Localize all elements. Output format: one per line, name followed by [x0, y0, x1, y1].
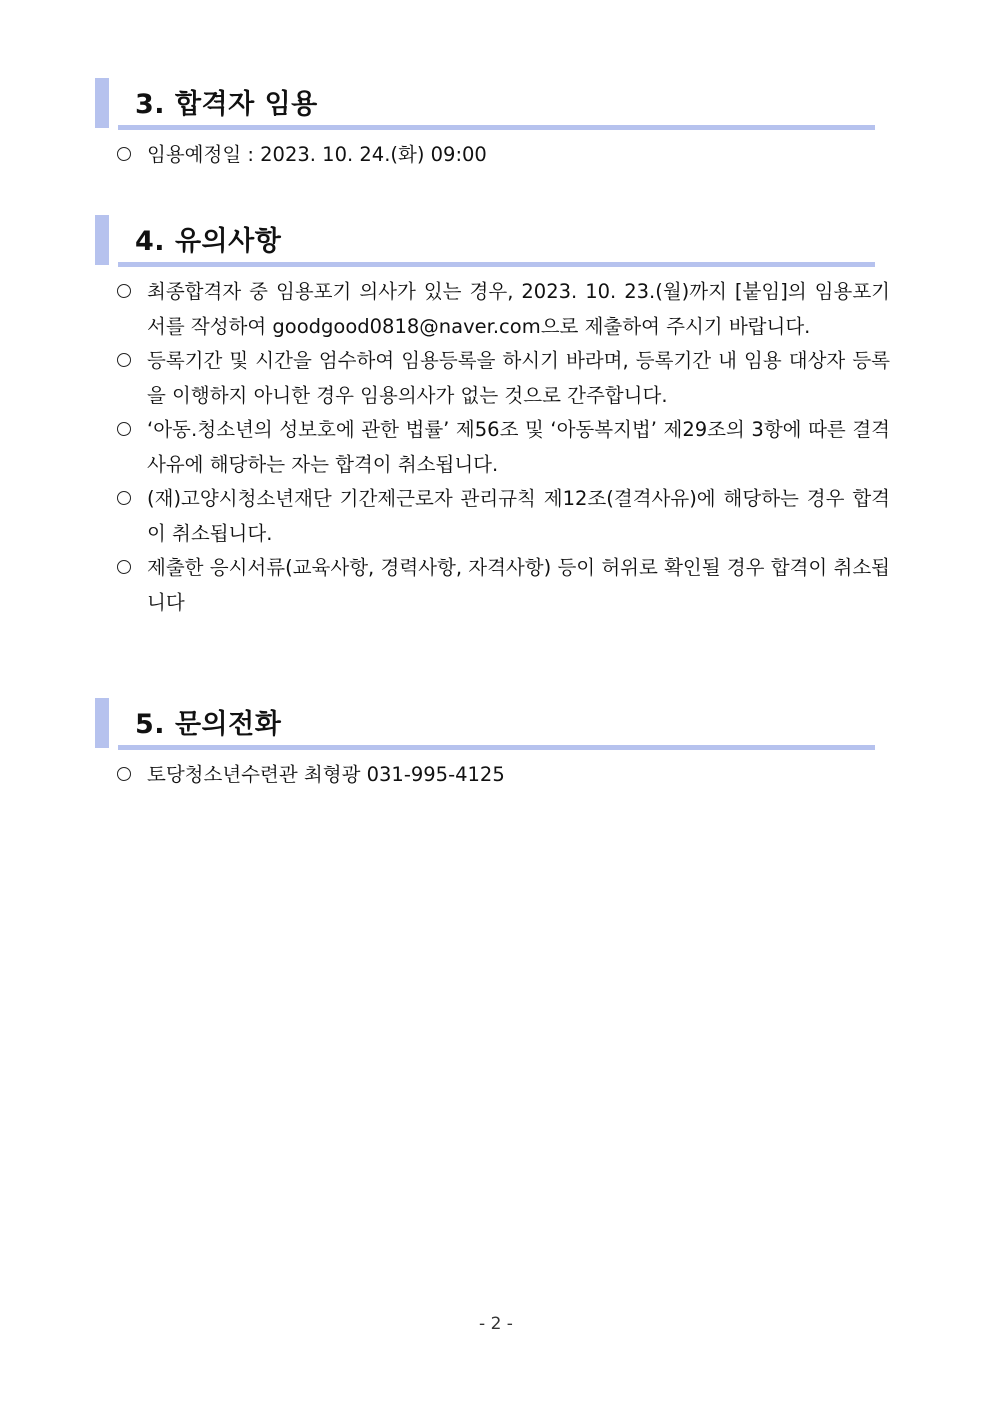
section-contact	[95, 698, 875, 793]
section-underline	[118, 745, 875, 750]
section-underline	[118, 125, 875, 130]
list-item	[95, 551, 890, 620]
item-list	[95, 138, 875, 173]
item-text: 등록기간 및 시간을 엄수하여 임용등록을 하시기 바라며, 등록기간 내 임용 대상자 등록을 이행하지 아니한 경우 임용의사가 없는 것으로 간주합니다.	[147, 349, 890, 407]
section-title: 5. 문의전화	[135, 709, 282, 740]
item-text: ‘아동․청소년의 성보호에 관한 법률’ 제56조 및 ‘아동복지법’ 제29조의 3항에 따른 결격사유에 해당하는 자는 합격이 취소됩니다.	[147, 418, 890, 476]
list-item	[95, 482, 890, 551]
item-text: 최종합격자 중 임용포기 의사가 있는 경우, 2023. 10. 23.(월)까지 [붙임]의 임용포기서를 작성하여 goodgood0818@naver.com으로 제출하여 주시기 바랍니다.	[147, 280, 890, 338]
item-list	[95, 758, 875, 793]
circle-bullet-icon	[117, 284, 131, 298]
circle-bullet-icon	[117, 491, 131, 505]
section-header	[95, 78, 875, 130]
section-appointment	[95, 78, 875, 173]
section-title: 4. 유의사항	[135, 226, 282, 257]
item-text: 제출한 응시서류(교육사항, 경력사항, 자격사항) 등이 허위로 확인될 경우 합격이 취소됩니다	[147, 556, 890, 614]
section-accent-bar	[95, 215, 109, 265]
item-list	[95, 275, 890, 620]
section-title: 3. 합격자 임용	[135, 89, 318, 120]
section-accent-bar	[95, 78, 109, 128]
section-header	[95, 215, 875, 267]
section-underline	[118, 262, 875, 267]
item-text: 임용예정일 : 2023. 10. 24.(화) 09:00	[147, 143, 487, 166]
section-accent-bar	[95, 698, 109, 748]
section-header	[95, 698, 875, 750]
circle-bullet-icon	[117, 422, 131, 436]
section-notes	[95, 215, 890, 620]
list-item	[95, 758, 875, 793]
circle-bullet-icon	[117, 147, 131, 161]
item-text: 토당청소년수련관 최형광 031-995-4125	[147, 763, 505, 786]
list-item	[95, 413, 890, 482]
circle-bullet-icon	[117, 560, 131, 574]
item-text: (재)고양시청소년재단 기간제근로자 관리규칙 제12조(결격사유)에 해당하는 경우 합격이 취소됩니다.	[147, 487, 890, 545]
circle-bullet-icon	[117, 767, 131, 781]
list-item	[95, 275, 890, 344]
circle-bullet-icon	[117, 353, 131, 367]
page-number: - 2 -	[479, 1314, 513, 1334]
list-item	[95, 138, 875, 173]
list-item	[95, 344, 890, 413]
